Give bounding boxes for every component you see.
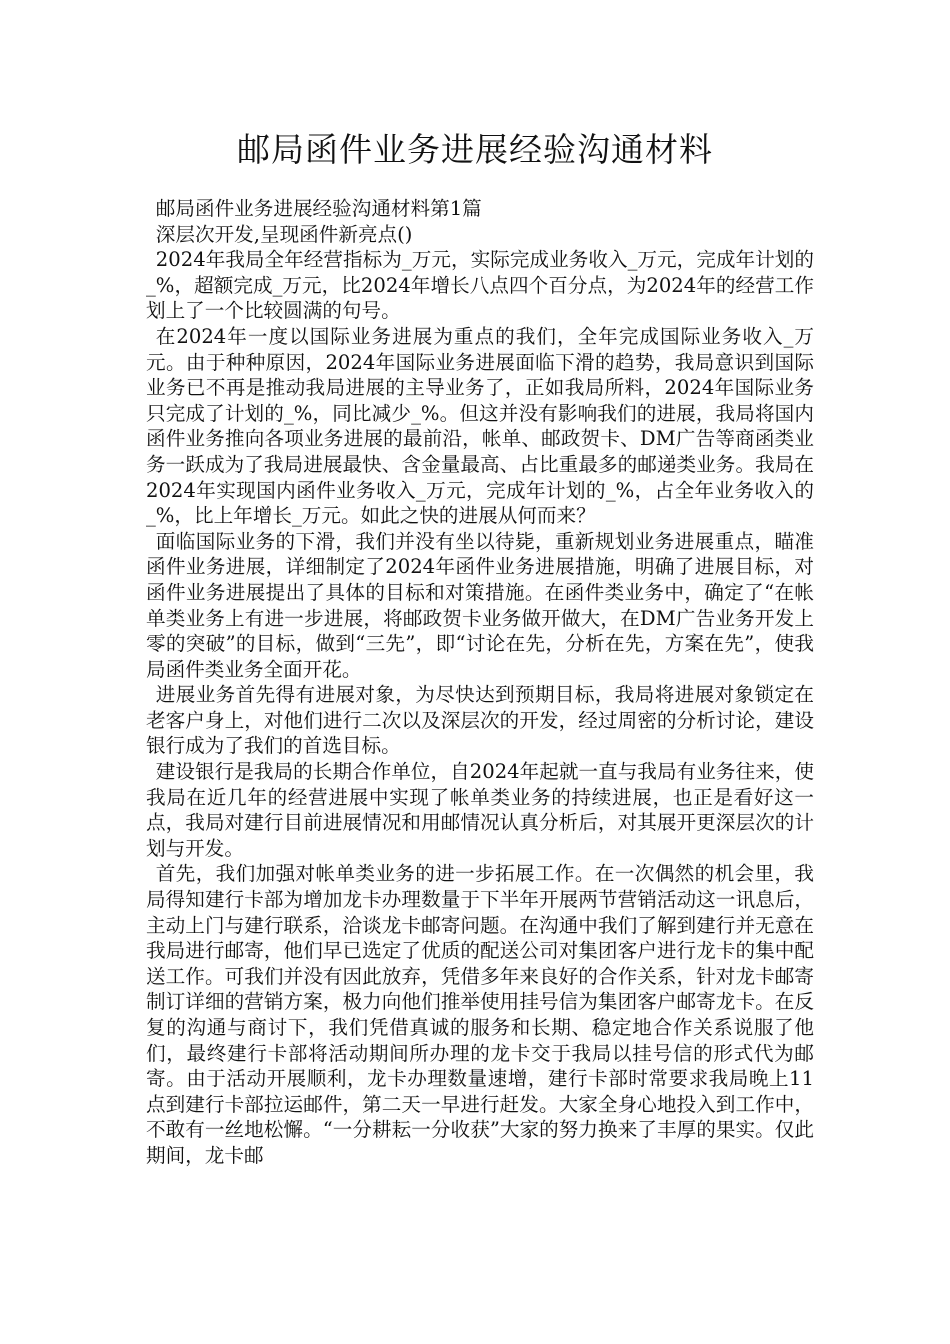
sub-heading: 深层次开发,呈现函件新亮点() — [155, 222, 413, 246]
body-paragraph: 2024年我局全年经营指标为_万元，实际完成业务收入_万元，完成年计划的_%，超额完成_万元，比2024年增长八点四个百分点，为2024年的经营工作划上了一个比较圆满的句号。 — [146, 248, 814, 323]
body-paragraph: 面临国际业务的下滑，我们并没有坐以待毙，重新规划业务进展重点，瞄准函件业务进展，详细制定了2024年函件业务进展措施，明确了进展目标，对函件业务进展提出了具体的目标和对策措施。在函件类业务中，确定了“在帐单类业务上有进一步进展，将邮政贺卡业务做开做大，在DM广告业务开发上零的突破”的目标，做到“三先”，即“讨论在先，分析在先，方案在先”，使我局函件类业务全面开花。 — [146, 529, 814, 681]
document-title: 邮局函件业务进展经验沟通材料 — [237, 130, 713, 169]
body-paragraph: 首先，我们加强对帐单类业务的进一步拓展工作。在一次偶然的机会里，我局得知建行卡部为增加龙卡办理数量于下半年开展两节营销活动这一讯息后，主动上门与建行联系，洽谈龙卡邮寄问题。在沟通中我们了解到建行并无意在我局进行邮寄，他们早已选定了优质的配送公司对集团客户进行龙卡的集中配送工作。可我们并没有因此放弃，凭借多年来良好的合作关系，针对龙卡邮寄制订详细的营销方案，极力向他们推举使用挂号信为集团客户邮寄龙卡。在反复的沟通与商讨下，我们凭借真诚的服务和长期、稳定地合作关系说服了他们，最终建行卡部将活动期间所办理的龙卡交于我局以挂号信的形式代为邮寄。由于活动开展顺利，龙卡办理数量速增，建行卡部时常要求我局晚上11点到建行卡部拉运邮件，第二天一早进行赶发。大家全身心地投入到工作中，不敢有一丝地松懈。“一分耕耘一分收获”大家的努力换来了丰厚的果实。仅此期间，龙卡邮 — [146, 862, 814, 1167]
document-body — [146, 196, 814, 1169]
body-paragraph: 建设银行是我局的长期合作单位，自2024年起就一直与我局有业务往来，使我局在近几年的经营进展中实现了帐单类业务的持续进展，也正是看好这一点，我局对建行目前进展情况和用邮情况认真分析后，对其展开更深层次的计划与开发。 — [146, 760, 814, 860]
section-heading: 邮局函件业务进展经验沟通材料第1篇 — [155, 197, 482, 220]
body-paragraph: 在2024年一度以国际业务进展为重点的我们，全年完成国际业务收入_万元。由于种种原因，2024年国际业务进展面临下滑的趋势，我局意识到国际业务已不再是推动我局进展的主导业务了，正如我局所料，2024年国际业务只完成了计划的_%，同比减少_%。但这并没有影响我们的进展，我局将国内函件业务推向各项业务进展的最前沿，帐单、邮政贺卡、DM广告等商函类业务一跃成为了我局进展最快、含金量最高、占比重最多的邮递类业务。我局在2024年实现国内函件业务收入_万元，完成年计划的_%，占全年业务收入的_%，比上年增长_万元。如此之快的进展从何而来？ — [146, 324, 814, 528]
body-paragraph: 进展业务首先得有进展对象，为尽快达到预期目标，我局将进展对象锁定在老客户身上，对他们进行二次以及深层次的开发，经过周密的分析讨论，建设银行成为了我们的首选目标。 — [146, 683, 814, 758]
